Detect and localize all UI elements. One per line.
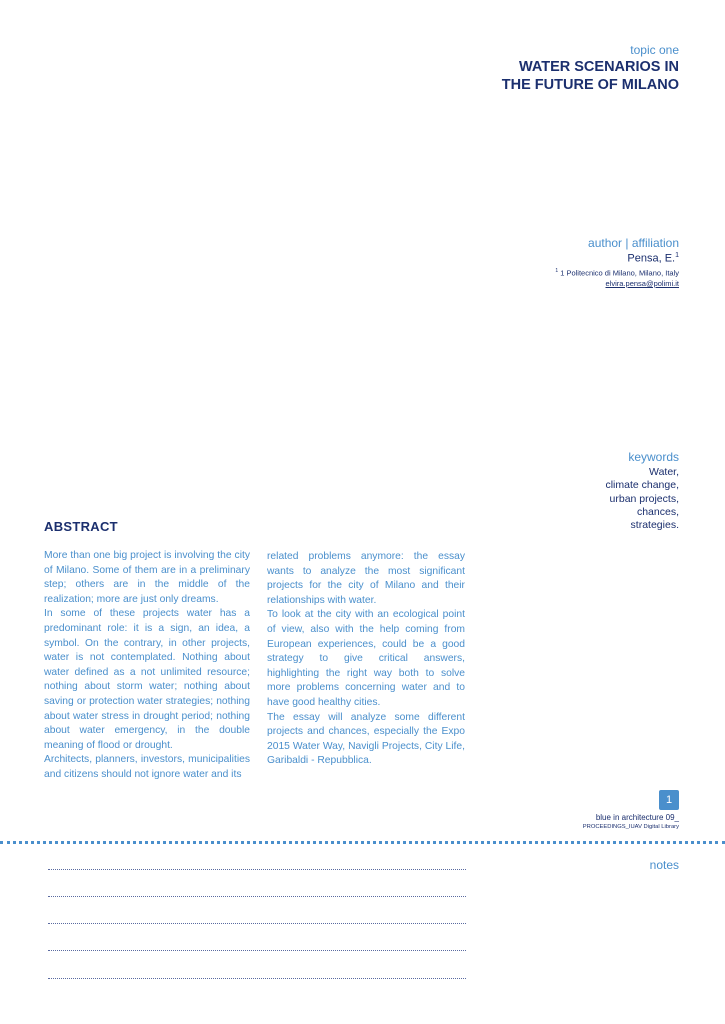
author-affiliation-label: author | affiliation	[588, 236, 679, 250]
topic-label: topic one	[630, 43, 679, 57]
abstract-paragraph: In some of these projects water has a predominant role: it is a sign, an idea, a symbol. On the contrary, in other projects, water is not contemplated. Nothing about water defined as a not unlimited resource; nothing about storm water; nothing about saving or protection water strategies; nothing about water stress in drought period; nothing about water emergency, in the double meaning of flood or drought.	[44, 608, 250, 751]
publisher-name: PROCEEDINGS_IUAV Digital Library	[582, 824, 679, 830]
abstract-paragraph: Architects, planners, investors, municipalities and citizens should not ignore water and its	[44, 754, 250, 780]
note-line	[48, 978, 466, 979]
dotted-separator	[0, 841, 725, 844]
abstract-paragraph: The essay will analyze some different projects and chances, especially the Expo 2015 Water Way, Navigli Projects, City Life, Garibaldi - Repubblica.	[267, 711, 465, 767]
note-line	[48, 896, 466, 897]
title-line-1: WATER SCENARIOS IN	[518, 59, 679, 75]
abstract-column-left	[44, 549, 250, 783]
keyword-item: Water,	[649, 466, 679, 478]
title-line-2: THE FUTURE OF MILANO	[501, 77, 679, 93]
paper-title	[502, 58, 679, 94]
affiliation: $^1$ 1 Politecnico di Milano, Milano, Italy	[555, 268, 679, 278]
note-line	[48, 923, 466, 924]
keywords-list	[605, 466, 679, 532]
page-number: 1	[659, 790, 679, 810]
publication-name: blue in architecture 09_	[595, 813, 679, 822]
notes-label: notes	[649, 858, 679, 872]
affiliation-superscript: 1	[555, 268, 559, 274]
note-line	[48, 869, 466, 870]
keyword-item: climate change,	[605, 479, 679, 492]
author-email-link[interactable]: elvira.pensa@polimi.it	[605, 279, 679, 288]
keyword-item: chances,	[636, 505, 679, 518]
keywords-label: keywords	[628, 450, 679, 464]
abstract-heading: ABSTRACT	[44, 519, 118, 534]
keyword-item: strategies.	[630, 519, 679, 532]
abstract-column-right	[267, 550, 465, 769]
abstract-paragraph: related problems anymore: the essay wants to analyze the most significant projects for the city of Milano and their relationships with water.	[267, 551, 465, 606]
abstract-paragraph: To look at the city with an ecological point of view, also with the help coming from European experiences, could be a good strategy to give critical answers, highlighting the right way both to solve more problems concerning water and to have good healthy cities.	[267, 609, 465, 708]
author-superscript: 1	[675, 252, 679, 259]
keyword-item: urban projects,	[609, 492, 679, 505]
abstract-paragraph: More than one big project is involving the city of Milano. Some of them are in a preliminary step; others are in the middle of the realization; more are just only dreams.	[44, 550, 250, 605]
note-line	[48, 950, 466, 951]
author-name: Pensa, E.$^1$	[627, 252, 679, 265]
